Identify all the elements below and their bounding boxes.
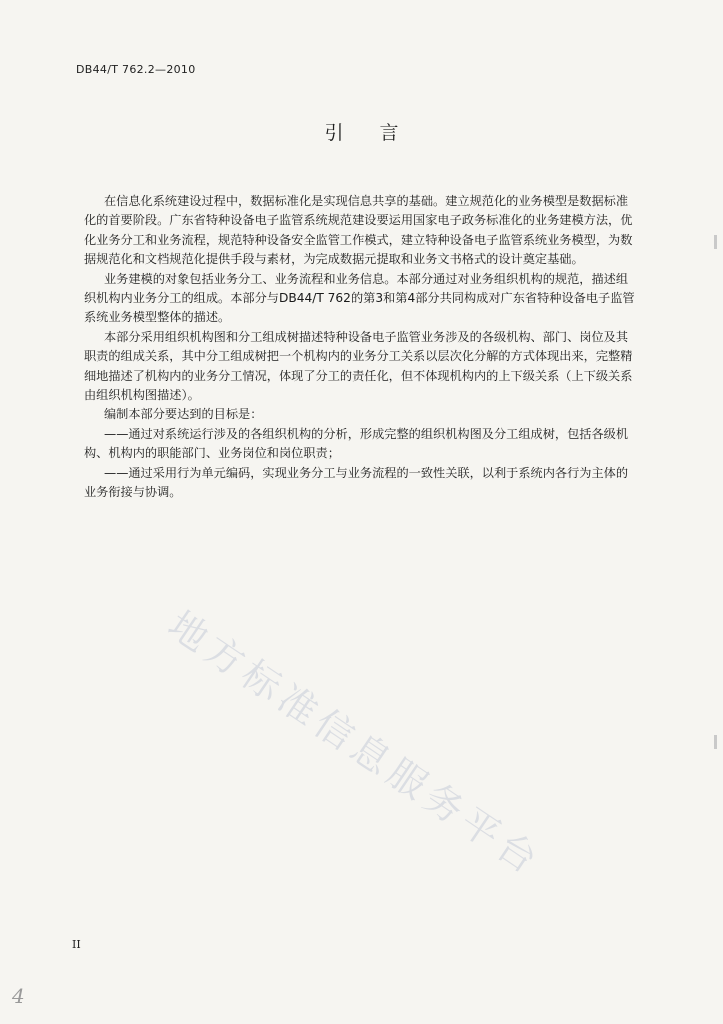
paragraph-line: 职责的组成关系，其中分工组成树把一个机构内的业务分工关系以层次化分解的方式体现出来，完整精 — [84, 349, 633, 364]
paragraph-line: 由组织机构图描述）。 — [84, 388, 200, 403]
page-title: 引言 — [324, 122, 435, 144]
paragraph-line: 细地描述了机构内的业务分工情况，体现了分工的责任化，但不体现机构内的上下级关系（上下级关系 — [84, 368, 633, 383]
edge-mark — [714, 235, 717, 249]
body-text — [84, 192, 644, 503]
list-item-line: ——通过采用行为单元编码，实现业务分工与业务流程的一致性关联，以利于系统内各行为主体的 — [104, 465, 629, 480]
paragraph-line: 化的首要阶段。广东省特种设备电子监管系统规范建设要运用国家电子政务标准化的业务建模方法，优 — [84, 213, 633, 228]
watermark: 地方标准信息服务平台 — [160, 602, 550, 885]
list-item-line: ——通过对系统运行涉及的各组织机构的分析，形成完整的组织机构图及分工组成树，包括各级机 — [104, 426, 629, 441]
paragraph-line: 织机构内业务分工的组成。本部分与DB44/T 762的第3和第4部分共同构成对广东省特种设备电子监管 — [84, 291, 635, 306]
paragraph-line: 化业务分工和业务流程，规范特种设备安全监管工作模式，建立特种设备电子监管系统业务模型，为数 — [84, 232, 633, 247]
list-item-line: 业务衔接与协调。 — [84, 485, 182, 500]
paragraph-line: 本部分采用组织机构图和分工组成树描述特种设备电子监管业务涉及的各级机构、部门、岗位及其 — [104, 329, 629, 344]
paragraph-line: 系统业务模型整体的描述。 — [84, 310, 231, 325]
paragraph-line: 业务建模的对象包括业务分工、业务流程和业务信息。本部分通过对业务组织机构的规范，描述组 — [104, 271, 629, 286]
paragraph-line: 据规范化和文档规范化提供手段与素材，为完成数据元提取和业务文书格式的设计奠定基础。 — [84, 252, 584, 267]
paragraph-line: 编制本部分要达到的目标是： — [104, 407, 263, 422]
standard-code: DB44/T 762.2—2010 — [76, 63, 196, 76]
page-number: II — [72, 938, 81, 951]
paragraph-line: 在信息化系统建设过程中，数据标准化是实现信息共享的基础。建立规范化的业务模型是数据标准 — [104, 194, 629, 208]
list-item-line: 构、机构内的职能部门、业务岗位和岗位职责； — [84, 446, 340, 461]
scan-mark: 4 — [12, 984, 25, 1008]
edge-mark — [714, 735, 717, 749]
